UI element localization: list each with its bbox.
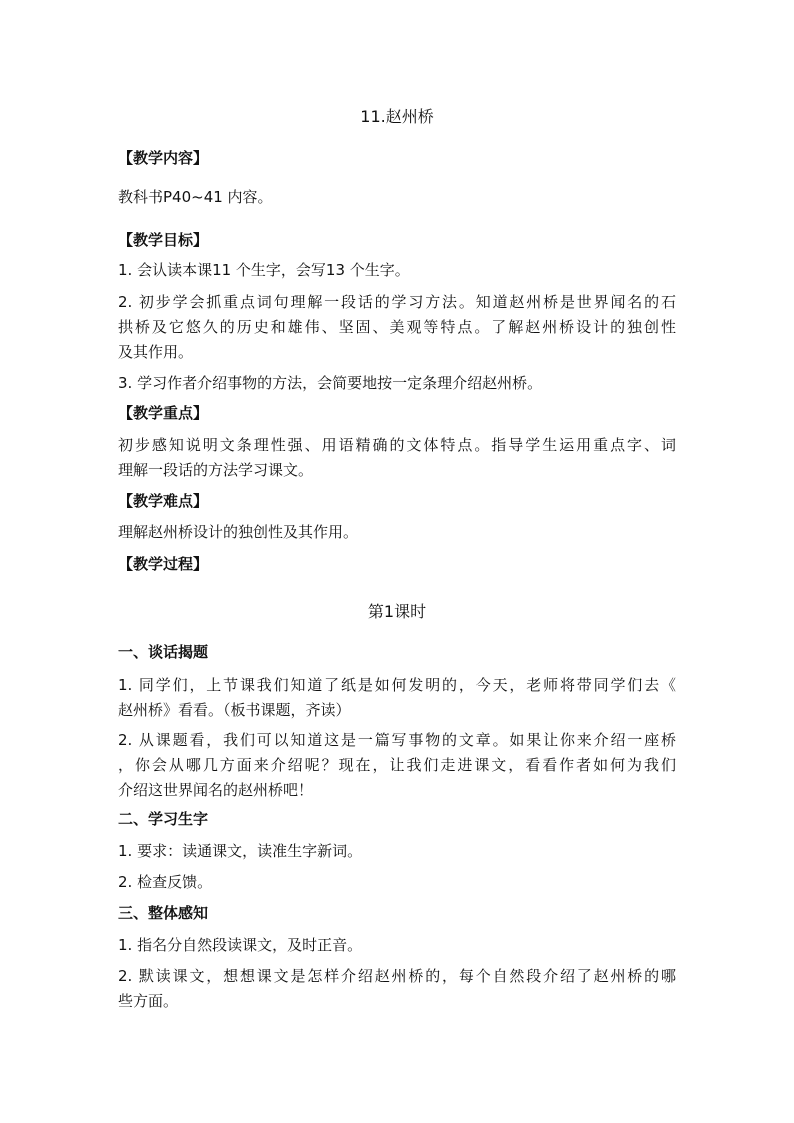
key-line-2: 理解一段话的方法学习课文。 [118, 461, 314, 479]
part-1-item-1-line-1: 1. 同学们，上节课我们知道了纸是如何发明的，今天，老师将带同学们去《 [118, 676, 676, 694]
goal-2-line-1: 2. 初步学会抓重点词句理解一段话的学习方法。知道赵州桥是世界闻名的石 [118, 293, 676, 311]
key-points-text [118, 433, 676, 483]
section-heading-key-points: 【教学重点】 [118, 404, 209, 422]
goal-item-3 [118, 371, 676, 396]
part-3-item-2-line-1: 2. 默读课文，想想课文是怎样介绍赵州桥的，每个自然段介绍了赵州桥的哪 [118, 967, 676, 985]
part-2-item-1-line: 1. 要求：读通课文，读准生字新词。 [118, 842, 363, 860]
content-line: 教科书P40~41 内容。 [118, 188, 273, 206]
part-3-item-2-line-2: 些方面。 [118, 992, 179, 1010]
goal-2-line-2: 拱桥及它悠久的历史和雄伟、坚固、美观等特点。了解赵州桥设计的独创性 [118, 318, 676, 336]
part-1-item-2-line-2: ，你会从哪几方面来介绍呢？现在，让我们走进课文，看看作者如何为我们 [118, 756, 676, 774]
part-3-item-1 [118, 933, 676, 958]
part-2-item-2 [118, 870, 676, 895]
goal-3-line: 3. 学习作者介绍事物的方法，会简要地按一定条理介绍赵州桥。 [118, 374, 543, 392]
part-1-item-2 [118, 728, 676, 803]
part-1-item-2-line-1: 2. 从课题看，我们可以知道这是一篇写事物的文章。如果让你来介绍一座桥 [118, 731, 676, 749]
part-heading-2: 二、学习生字 [118, 810, 209, 828]
part-heading-1: 一、谈话揭题 [118, 643, 209, 661]
key-line-1: 初步感知说明文条理性强、用语精确的文体特点。指导学生运用重点字、词 [118, 436, 676, 454]
part-1-item-1-line-2: 赵州桥》看看。（板书课题，齐读） [118, 701, 351, 719]
page-title: 11.赵州桥 [360, 107, 434, 126]
section-heading-process: 【教学过程】 [118, 555, 209, 573]
difficulty-text [118, 520, 676, 545]
section-heading-goals: 【教学目标】 [118, 231, 209, 249]
difficulty-line: 理解赵州桥设计的独创性及其作用。 [118, 523, 359, 541]
part-3-item-2 [118, 964, 676, 1014]
part-2-item-1 [118, 839, 676, 864]
content-text [118, 185, 676, 210]
goal-1-line: 1. 会认读本课11 个生字，会写13 个生字。 [118, 261, 410, 279]
part-heading-3: 三、整体感知 [118, 904, 209, 922]
part-2-item-2-line: 2. 检查反馈。 [118, 873, 213, 891]
document-page [118, 0, 676, 1123]
part-3-item-1-line: 1. 指名分自然段读课文，及时正音。 [118, 936, 363, 954]
lesson-title: 第1课时 [367, 602, 427, 621]
goal-item-2 [118, 290, 676, 365]
section-heading-difficulty: 【教学难点】 [118, 492, 209, 510]
goal-2-line-3: 及其作用。 [118, 343, 194, 361]
part-1-item-2-line-3: 介绍这世界闻名的赵州桥吧！ [118, 781, 314, 799]
part-1-item-1 [118, 673, 676, 723]
section-heading-content: 【教学内容】 [118, 149, 209, 167]
goal-item-1 [118, 258, 676, 283]
